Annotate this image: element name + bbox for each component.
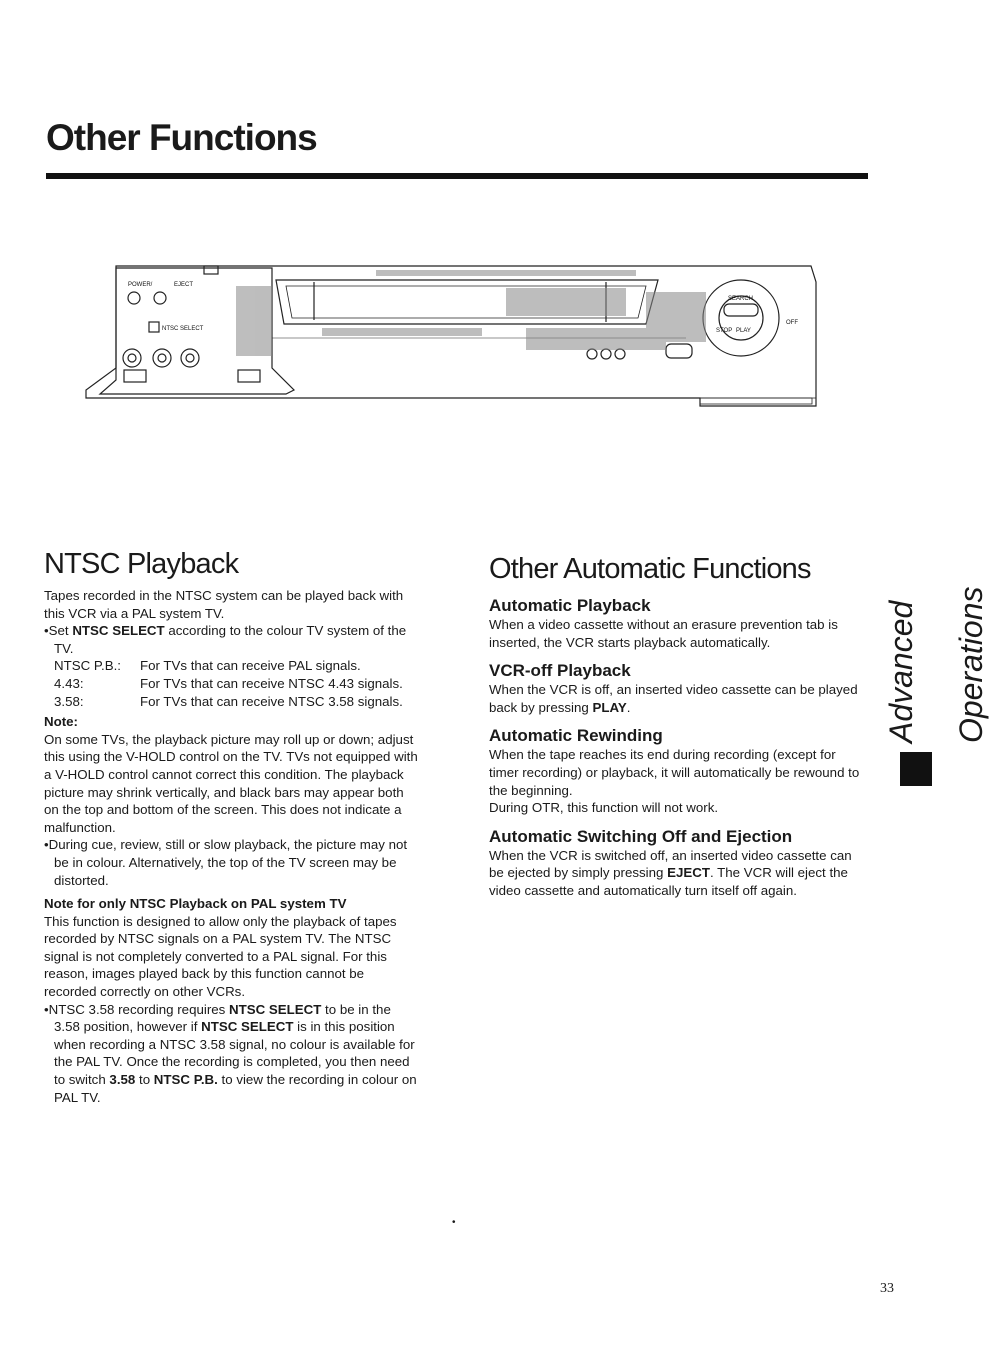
auto-rewinding-otr-text: During OTR, this function will not work. (489, 800, 719, 816)
ntsc-option-row: NTSC P.B.: For TVs that can receive PAL signals. (54, 658, 361, 674)
ntsc-playback-section (44, 548, 419, 1106)
ntsc-intro: Tapes recorded in the NTSC system can be played back with this VCR via a PAL system TV. (44, 588, 404, 621)
auto-playback-text: When a video cassette without an erasure prevention tab is inserted, the VCR starts playback automatically. (489, 617, 838, 650)
door-hinge-right (238, 370, 260, 382)
front-button-1 (587, 349, 597, 359)
ntsc-playback-heading: NTSC Playback (44, 548, 239, 580)
front-button-2 (601, 349, 611, 359)
timer-button (666, 344, 692, 358)
side-tab-label: Advanced Operations (883, 586, 989, 743)
note-heading: Note: (44, 714, 78, 730)
power-label: POWER/ (128, 282, 153, 288)
play-label: PLAY (736, 328, 751, 334)
auto-rewinding-text: When the tape reaches its end during recording (except for timer recording) or playback, it will automatically be rewound to the beginning. (489, 747, 860, 798)
ntsc-options-table (54, 657, 403, 710)
audio-r-jack (181, 349, 199, 367)
side-tab-marker (900, 752, 932, 786)
search-button (724, 304, 758, 316)
auto-functions-section (489, 553, 861, 900)
ntsc-select-switch (204, 266, 218, 274)
door-hinge-left (124, 370, 146, 382)
auto-playback-heading: Automatic Playback (489, 596, 651, 615)
vcr-off-playback-heading: VCR-off Playback (489, 661, 631, 681)
pal-note-heading: Note for only NTSC Playback on PAL system TV (44, 896, 347, 912)
eject-label: EJECT (174, 282, 194, 288)
section-side-tab (866, 493, 989, 793)
video-in-jack (123, 349, 141, 367)
ntsc-select-slider (149, 322, 159, 332)
power-button (128, 292, 140, 304)
pal-note-text: This function is designed to allow only the playback of tapes recorded by NTSC signals on a PAL system TV. The NTSC signal is not completely converted to a PAL signal. For this reason, images played back by this function cannot be recorded correctly on other VCRs. (44, 913, 397, 1000)
eject-button (154, 292, 166, 304)
auto-switching-text: When the VCR is switched off, an inserted video cassette can be ejected by simply pressing EJECT. The VCR will eject the video cassette and automatically turn itself off again. (489, 847, 852, 898)
auto-switching-heading: Automatic Switching Off and Ejection (489, 826, 793, 846)
vcr-front-panel-illustration (86, 252, 818, 412)
search-label: SEARCH (728, 296, 754, 302)
vcr-off-playback-text: When the VCR is off, an inserted video cassette can be played back by pressing PLAY. (489, 682, 858, 715)
ntsc-select-label: NTSC SELECT (162, 326, 204, 332)
auto-rewinding-heading: Automatic Rewinding (489, 726, 663, 746)
page-number: 33 (880, 1281, 894, 1296)
note-bullet: • During cue, review, still or slow playback, the picture may not be in colour. Alternatively, the top of the TV screen may be distorted. (44, 836, 419, 889)
audio-l-jack (153, 349, 171, 367)
front-button-3 (615, 349, 625, 359)
title-rule (46, 173, 868, 179)
page-title: Other Functions (46, 117, 317, 158)
auto-functions-heading: Other Automatic Functions (489, 553, 811, 585)
note-text: On some TVs, the playback picture may roll up or down; adjust this using the V-HOLD control on the TV. TVs not equipped with a V-HOLD control cannot correct this condition. The playback picture may shrink vertically, and black bars may appear both on the top and bottom of the screen. This does not indicate a malfunction. (44, 731, 418, 835)
jog-dial (703, 280, 779, 356)
pal-note-bullet: • NTSC 3.58 recording requires NTSC SELECT to be in the 3.58 position, however if NTSC SELECT is in this position when recording a NTSC 3.58 signal, no colour is available for the PAL TV. Once the recording is completed, you then need to switch 3.58 to NTSC P.B. to view the recording in colour on PAL TV. (44, 1001, 419, 1107)
off-label: OFF (786, 320, 798, 326)
stray-mark: • (452, 1217, 456, 1228)
ntsc-select-instruction: • Set NTSC SELECT according to the colour TV system of the TV. (44, 622, 419, 657)
ntsc-option-row: 4.43: For TVs that can receive NTSC 4.43 signals. (54, 675, 403, 691)
stop-label: STOP (716, 328, 733, 334)
ntsc-option-row: 3.58: For TVs that can receive NTSC 3.58 signals. (54, 693, 403, 709)
